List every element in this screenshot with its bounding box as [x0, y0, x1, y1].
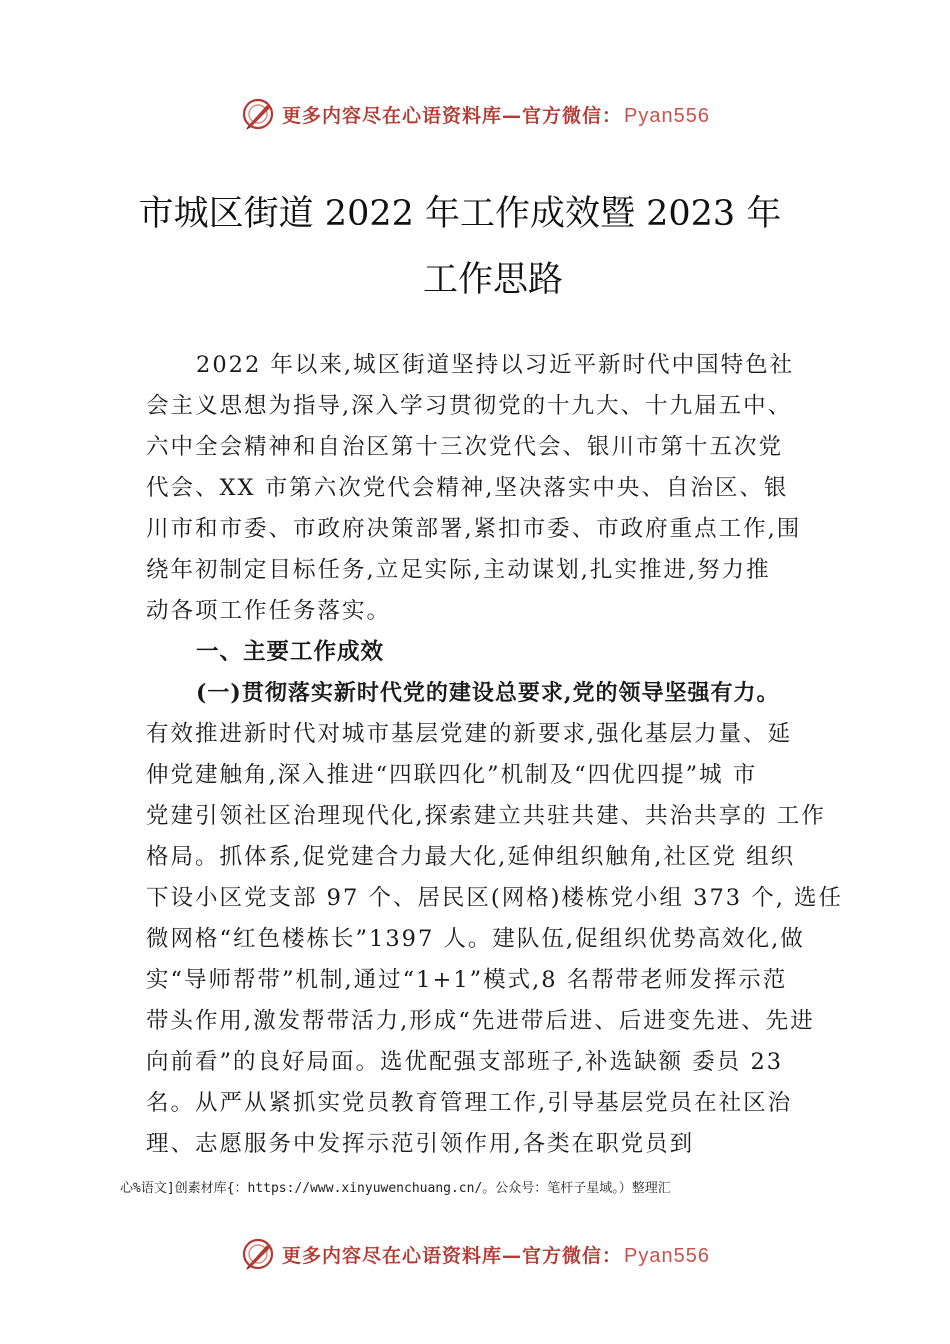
document-title-line-2: 工作思路: [422, 260, 563, 300]
paragraph-line: 下设小区党支部 97 个、居民区(网格)楼栋党小组 373 个, 选任: [146, 885, 844, 911]
paragraph-line: 绕年初制定目标任务,立足实际,主动谋划,扎实推进,努力推: [146, 557, 771, 583]
footer-banner: [0, 1232, 950, 1276]
paragraph-line: 向前看”的良好局面。选优配强支部班子,补选缺额 委员 23: [146, 1049, 784, 1075]
paragraph-line: 六中全会精神和自治区第十三次党代会、银川市第十五次党: [146, 434, 784, 460]
paragraph-line: 微网格“红色楼栋长”1397 人。建队伍,促组织优势高效化,做: [146, 926, 805, 952]
document-title-line-1: 市城区街道 2022 年工作成效暨 2023 年: [138, 194, 782, 234]
paragraph-line: 带头作用,激发帮带活力,形成“先进带后进、后进变先进、先进: [146, 1008, 815, 1034]
paragraph-line: 实“导师帮带”机制,通过“1+1”模式,8 名帮带老师发挥示范: [146, 967, 788, 993]
paragraph-line: 代会、XX 市第六次党代会精神,坚决落实中央、自治区、银: [146, 475, 789, 501]
paragraph-line: 伸党建触角,深入推进“四联四化”机制及“四优四提”城 市: [146, 762, 758, 788]
header-banner: [0, 92, 950, 136]
pen-logo-icon: [240, 96, 276, 132]
paragraph-line: 动各项工作任务落实。: [146, 598, 392, 624]
pen-logo-icon: [240, 1236, 276, 1272]
paragraph-line: 理、志愿服务中发挥示范引领作用,各类在职党员到: [146, 1131, 695, 1157]
source-footnote: 心%语文]创素材库{：https://www.xinyuwenchuang.cn/。公众号：笔杆子星域。）整理汇: [120, 1181, 671, 1196]
banner-handle: Pyan556: [624, 104, 710, 127]
paragraph-line: 川市和市委、市政府决策部署,紧扣市委、市政府重点工作,围: [146, 516, 802, 542]
section-heading: 一、主要工作成效: [196, 639, 385, 665]
banner-text: 更多内容尽在心语资料库—官方微信： Pyan556: [282, 104, 710, 127]
paragraph-line: 有效推进新时代对城市基层党建的新要求,强化基层力量、延: [146, 721, 793, 747]
section-subheading: (一)贯彻落实新时代党的建设总要求,党的领导坚强有力。: [196, 680, 780, 706]
paragraph-line: 格局。抓体系,促党建合力最大化,延伸组织触角,社区党 组织: [146, 844, 796, 870]
paragraph-line: 党建引领社区治理现代化,探索建立共驻共建、共治共享的 工作: [146, 803, 826, 829]
paragraph-line: 2022 年以来,城区街道坚持以习近平新时代中国特色社: [196, 352, 795, 378]
banner-text: 更多内容尽在心语资料库—官方微信： Pyan556: [282, 1244, 710, 1267]
paragraph-line: 名。从严从紧抓实党员教育管理工作,引导基层党员在社区治: [146, 1090, 793, 1116]
paragraph-line: 会主义思想为指导,深入学习贯彻党的十九大、十九届五中、: [146, 393, 793, 419]
banner-handle: Pyan556: [624, 1244, 710, 1267]
